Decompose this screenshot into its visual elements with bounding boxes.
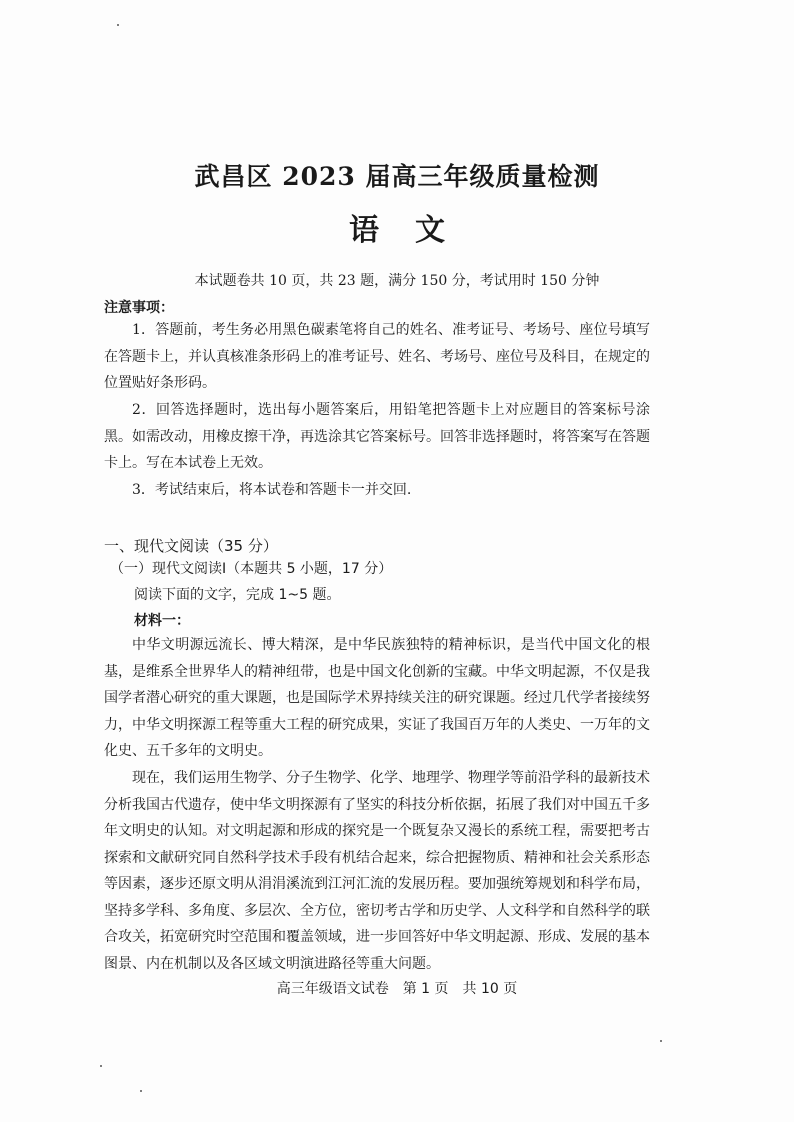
material-label: 材料一：: [134, 613, 190, 629]
material-paragraph: 中华文明源远流长、博大精深，是中华民族独特的精神标识，是当代中国文化的根基，是维系全世界华人的精神纽带，也是中国文化创新的宝藏。中华文明起源，不仅是我国学者潜心研究的重大课题，也是国际学术界持续关注的研究课题。经过几代学者接续努力，中华文明探源工程等重大工程的研究成果，实证了我国百万年的人类史、一万年的文化史、五千多年的文明史。: [104, 637, 650, 759]
reading-instruction: 阅读下面的文字，完成 1~5 题。: [134, 587, 341, 603]
page-footer: 高三年级语文试卷 第 1 页 共 10 页: [276, 981, 518, 997]
notice-heading: 注意事项：: [104, 300, 174, 316]
subsection-heading: （一）现代文阅读Ⅰ（本题共 5 小题，17 分）: [110, 561, 393, 577]
scan-speck: [660, 1040, 662, 1042]
scan-speck: [100, 1065, 102, 1067]
section-heading: 一、现代文阅读（35 分）: [104, 537, 278, 555]
exam-title: 武昌区 2023 届高三年级质量检测: [194, 162, 600, 191]
exam-subject: 语文: [349, 213, 481, 248]
scan-speck: [117, 24, 119, 26]
notice-item: 2．回答选择题时，选出每小题答案后，用铅笔把答题卡上对应题目的答案标号涂黑。如需改动，用橡皮擦干净，再选涂其它答案标号。回答非选择题时，将答案写在答题卡上。写在本试卷上无效。: [104, 402, 650, 471]
exam-info: 本试题卷共 10 页，共 23 题，满分 150 分，考试用时 150 分钟: [194, 273, 600, 289]
notice-item: 3．考试结束后，将本试卷和答题卡一并交回.: [132, 482, 412, 498]
material-paragraph: 现在，我们运用生物学、分子生物学、化学、地理学、物理学等前沿学科的最新技术分析我国古代遗存，使中华文明探源有了坚实的科技分析依据，拓展了我们对中国五千多年文明史的认知。对文明起源和形成的探究是一个既复杂又漫长的系统工程，需要把考古探索和文献研究同自然科学技术手段有机结合起来，综合把握物质、精神和社会关系形态等因素，逐步还原文明从涓涓溪流到江河汇流的发展历程。要加强统筹规划和科学布局，坚持多学科、多角度、多层次、全方位，密切考古学和历史学、人文科学和自然科学的联合攻关，拓宽研究时空范围和覆盖领域，进一步回答好中华文明起源、形成、发展的基本图景、内在机制以及各区域文明演进路径等重大问题。: [104, 770, 650, 972]
notice-item: 1．答题前，考生务必用黑色碳素笔将自己的姓名、准考证号、考场号、座位号填写在答题卡上，并认真核准条形码上的准考证号、姓名、考场号、座位号及科目，在规定的位置贴好条形码。: [104, 322, 650, 391]
scan-speck: [140, 1090, 142, 1092]
